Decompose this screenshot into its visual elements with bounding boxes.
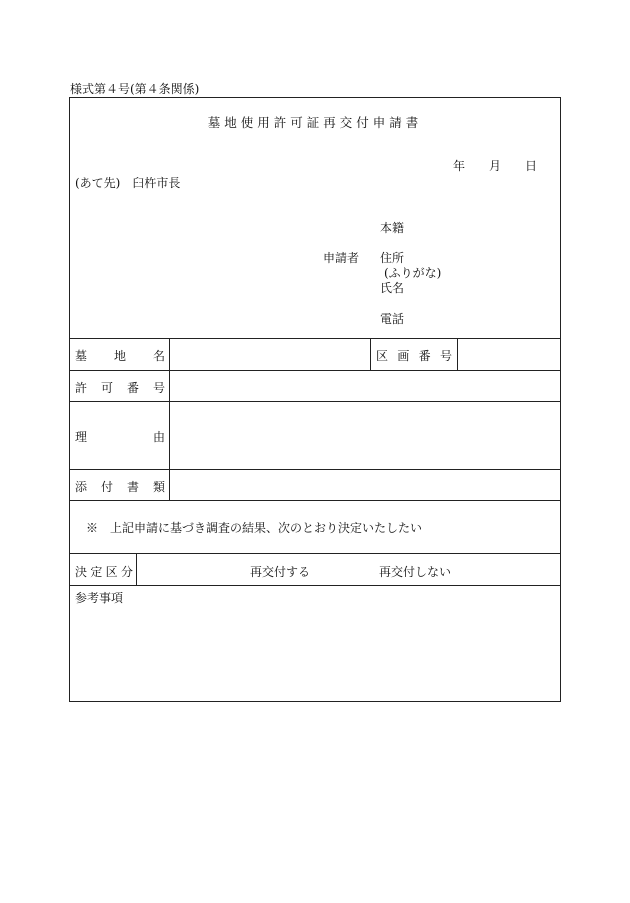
reason-label: 理由 (75, 430, 165, 444)
column-divider (169, 370, 170, 401)
row-divider (70, 585, 560, 586)
column-divider (169, 401, 170, 469)
row-divider (70, 500, 560, 501)
column-divider (169, 469, 170, 500)
row-divider (70, 401, 560, 402)
remarks-label: 参考事項 (75, 591, 124, 605)
honseki-label: 本籍 (380, 221, 405, 235)
decision-option-reissue: 再交付する (250, 565, 311, 579)
attachments-label: 添付書類 (75, 480, 165, 494)
cemetery-name-label: 墓地名 (75, 349, 165, 363)
row-divider (70, 370, 560, 371)
addressee: (あて先) 臼杵市長 (75, 176, 181, 190)
date-month: 月 (489, 159, 502, 173)
name-label: 氏名 (380, 281, 405, 295)
permit-number-label: 許可番号 (75, 381, 165, 395)
section-number-label: 区画番号 (376, 349, 452, 363)
row-divider (70, 338, 560, 339)
column-divider (169, 338, 170, 370)
application-form (69, 97, 561, 702)
date-year: 年 (453, 159, 466, 173)
notice-text: ※ 上記申請に基づき調査の結果、次のとおり決定いたしたい (86, 521, 423, 535)
form-number-label: 様式第４号(第４条関係) (70, 82, 200, 96)
row-divider (70, 553, 560, 554)
column-divider (457, 338, 458, 370)
furigana-label: (ふりがな) (384, 266, 442, 280)
column-divider (136, 553, 137, 585)
phone-label: 電話 (380, 312, 405, 326)
row-divider (70, 469, 560, 470)
date-day: 日 (525, 159, 538, 173)
applicant-label: 申請者 (323, 251, 360, 265)
decision-option-no-reissue: 再交付しない (379, 565, 452, 579)
column-divider (370, 338, 371, 370)
address-label: 住所 (380, 251, 405, 265)
form-title: 墓地使用許可証再交付申請書 (207, 115, 423, 130)
decision-label: 決定区分 (75, 565, 133, 579)
